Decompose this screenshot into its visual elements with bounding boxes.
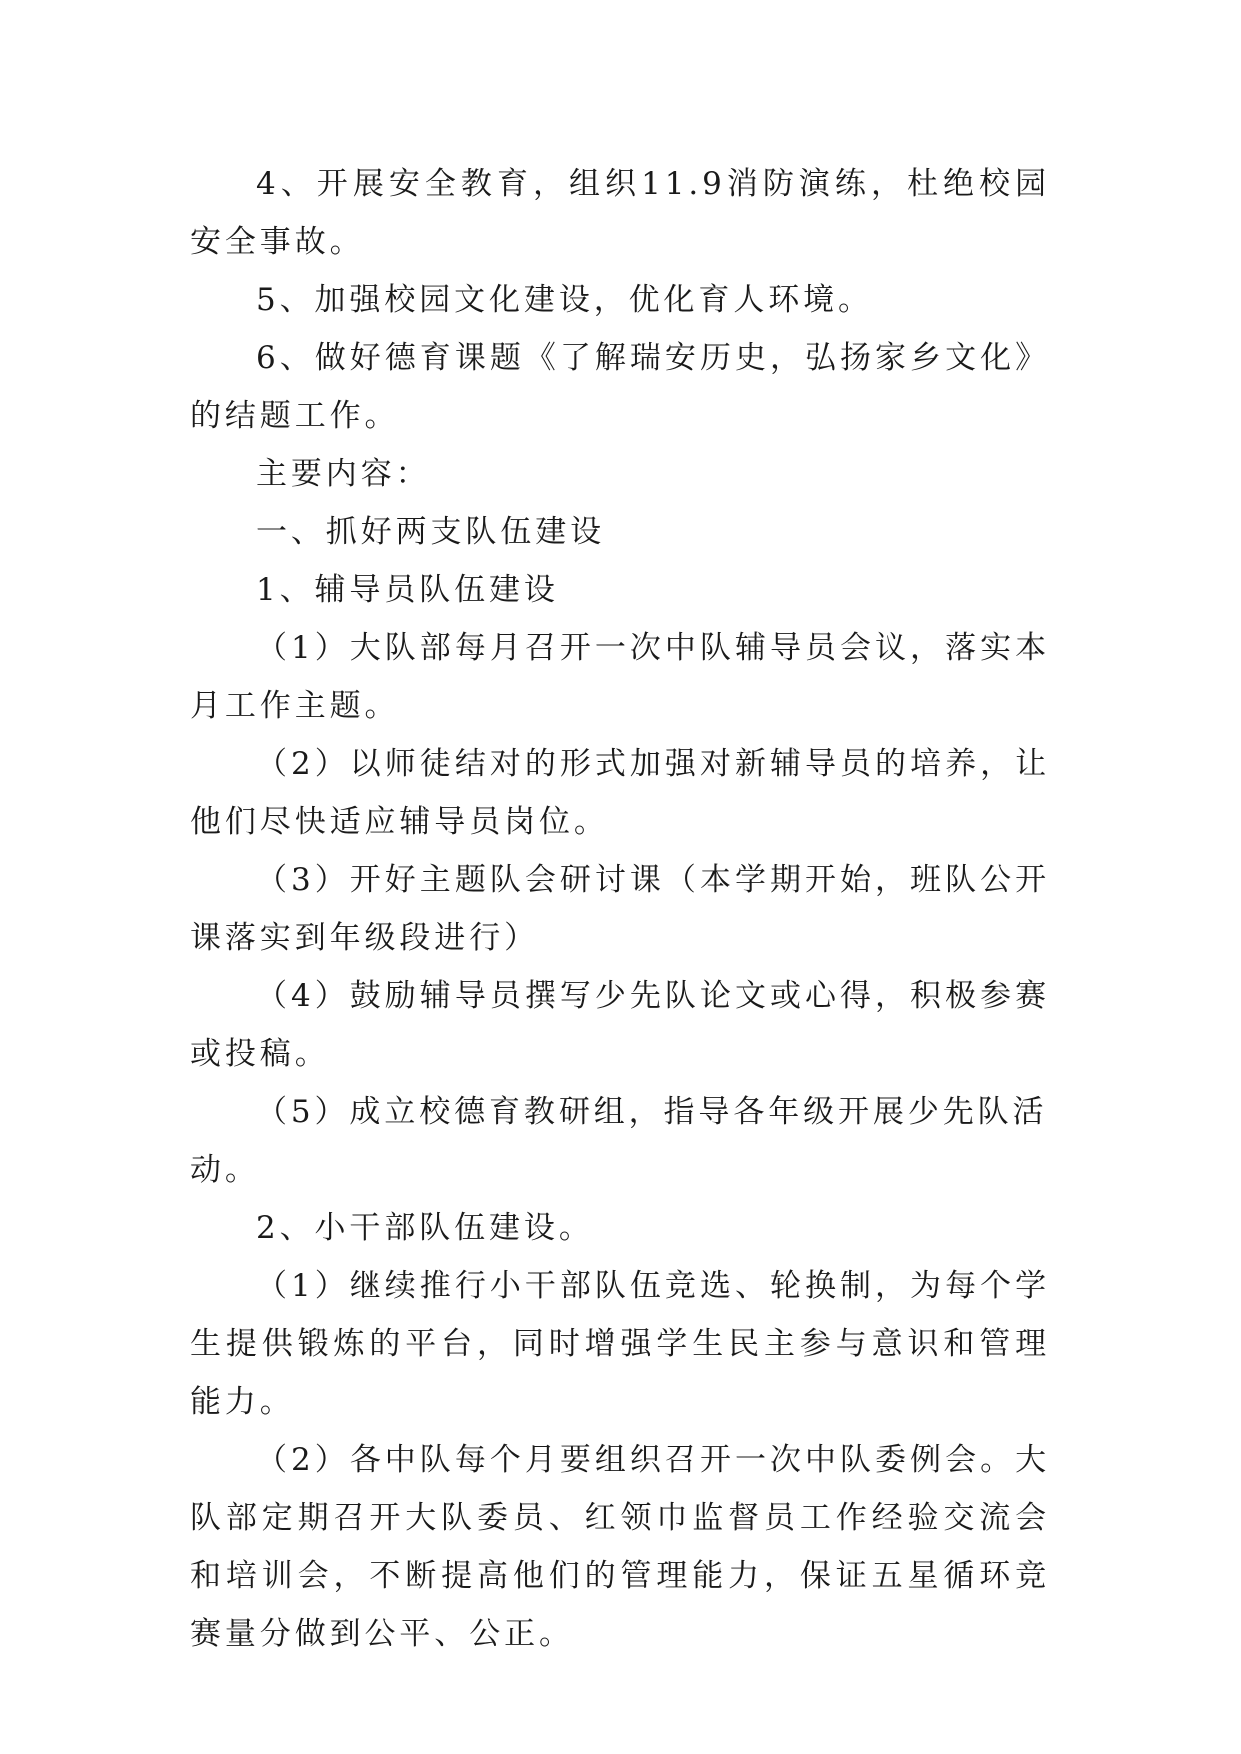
list-item-1-3: （3）开好主题队会研讨课（本学期开始，班队公开课落实到年级段进行）: [190, 862, 1050, 956]
list-item-1-4: （4）鼓励辅导员撰写少先队论文或心得，积极参赛或投稿。: [190, 978, 1050, 1072]
paragraph-item-6: 6、做好德育课题《了解瑞安历史，弘扬家乡文化》的结题工作。: [190, 340, 1050, 434]
paragraph-item-5: 5、加强校园文化建设，优化育人环境。: [256, 282, 873, 318]
document-body: [190, 155, 1050, 1663]
subsection-heading-2: 2、小干部队伍建设。: [256, 1210, 594, 1246]
list-item-1-2: （2）以师徒结对的形式加强对新辅导员的培养，让他们尽快适应辅导员岗位。: [190, 746, 1050, 840]
list-item-2-1: （1）继续推行小干部队伍竞选、轮换制，为每个学生提供锻炼的平台，同时增强学生民主参与意识和管理能力。: [190, 1268, 1050, 1420]
section-heading-1: 一、抓好两支队伍建设: [256, 514, 605, 550]
paragraph-item-4: 4、开展安全教育，组织11.9消防演练，杜绝校园安全事故。: [190, 166, 1050, 260]
list-item-2-2: （2）各中队每个月要组织召开一次中队委例会。大队部定期召开大队委员、红领巾监督员工作经验交流会和培训会，不断提高他们的管理能力，保证五星循环竞赛量分做到公平、公正。: [190, 1442, 1050, 1652]
subsection-heading-1: 1、辅导员队伍建设: [256, 572, 559, 608]
list-item-1-1: （1）大队部每月召开一次中队辅导员会议，落实本月工作主题。: [190, 630, 1050, 724]
list-item-1-5: （5）成立校德育教研组，指导各年级开展少先队活动。: [190, 1094, 1048, 1188]
section-intro-heading: 主要内容：: [256, 456, 431, 492]
